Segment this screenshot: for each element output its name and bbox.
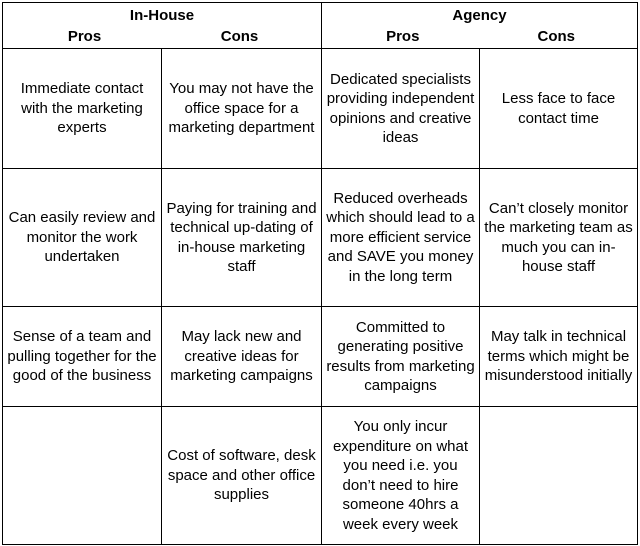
agency-pros-cell: You only incur expenditure on what you need i.e. you don’t need to hire someone 40hrs a week every week xyxy=(322,407,480,545)
inhouse-cons-cell: May lack new and creative ideas for marketing campaigns xyxy=(162,307,322,407)
inhouse-pros-cell xyxy=(3,407,162,545)
comparison-table xyxy=(2,2,638,545)
inhouse-cons-cell: Cost of software, desk space and other office supplies xyxy=(162,407,322,545)
table-row xyxy=(3,307,638,407)
header-row xyxy=(3,3,638,49)
agency-cons-cell: Can’t closely monitor the marketing team as much you can in-house staff xyxy=(480,169,638,307)
inhouse-cons-label: Cons xyxy=(220,27,259,45)
inhouse-pros-cell: Can easily review and monitor the work undertaken xyxy=(3,169,162,307)
agency-pros-cell: Reduced overheads which should lead to a more efficient service and SAVE you money in the long term xyxy=(322,169,480,307)
inhouse-pros-label: Pros xyxy=(67,27,102,45)
agency-header xyxy=(322,3,638,49)
inhouse-title: In-House xyxy=(129,7,195,24)
inhouse-cons-cell: You may not have the office space for a marketing department xyxy=(162,49,322,169)
agency-cons-cell: May talk in technical terms which might be misunderstood initially xyxy=(480,307,638,407)
table-row xyxy=(3,407,638,545)
inhouse-pros-cell: Immediate contact with the marketing experts xyxy=(3,49,162,169)
agency-pros-label: Pros xyxy=(386,27,420,45)
agency-cons-label: Cons xyxy=(537,27,575,45)
agency-title: Agency xyxy=(452,7,507,24)
inhouse-pros-cell: Sense of a team and pulling together for the good of the business xyxy=(3,307,162,407)
agency-cons-cell: Less face to face contact time xyxy=(480,49,638,169)
inhouse-cons-cell: Paying for training and technical up-dating of in-house marketing staff xyxy=(162,169,322,307)
inhouse-header xyxy=(3,3,322,49)
table-row xyxy=(3,169,638,307)
agency-cons-cell xyxy=(480,407,638,545)
table-row xyxy=(3,49,638,169)
agency-pros-cell: Dedicated specialists providing independent opinions and creative ideas xyxy=(322,49,480,169)
agency-pros-cell: Committed to generating positive results from marketing campaigns xyxy=(322,307,480,407)
